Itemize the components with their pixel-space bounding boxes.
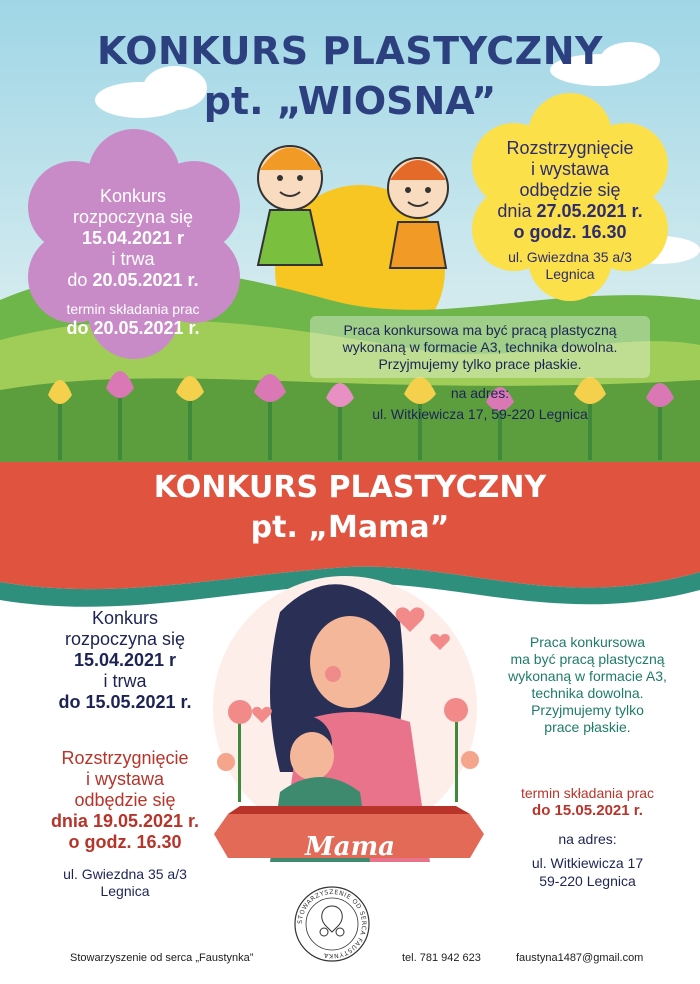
mama-addr-text (480, 830, 695, 890)
mama-result-block (20, 748, 230, 853)
mama-info-line3: wykonaną w formacie A3, (508, 668, 667, 684)
spring-addr-value: ul. Witkiewicza 17, 59-220 Legnica (372, 406, 588, 422)
mama-start-line1: Konkurs (91, 608, 159, 628)
mama-result-time: o godz. 16.30 (68, 832, 182, 852)
spring-info-block (300, 322, 660, 423)
seal-text: STOWARZYSZENIE OD SERCA FAUSTYNKA (296, 888, 368, 960)
mama-start-date: 15.04.2021 r (73, 650, 177, 670)
spring-addr-label: na adres: (450, 385, 510, 401)
mama-subtitle: pt. „Mama” (250, 510, 450, 545)
spring-start-line2: rozpoczyna się (72, 207, 194, 227)
spring-result-day-prefix: dnia (497, 201, 532, 221)
spring-result-line1: Rozstrzygnięcie (506, 138, 634, 158)
spring-deadline-date: do 20.05.2021 r. (66, 318, 200, 338)
spring-venue-line1: ul. Gwiezdna 35 a/3 (508, 249, 632, 265)
mama-result-line2: i wystawa (85, 769, 165, 789)
mama-info-line4: technika dowolna. (531, 685, 644, 701)
spring-result-line3: odbędzie się (519, 180, 621, 200)
footer-email: faustyna1487@gmail.com (516, 952, 644, 964)
footer-phone: tel. 781 942 623 (402, 952, 481, 964)
mama-deadline-block (480, 784, 695, 820)
mama-until: do 15.05.2021 r. (58, 692, 192, 712)
mama-result-line1: Rozstrzygnięcie (61, 748, 189, 768)
mama-title: KONKURS PLASTYCZNY (153, 470, 547, 505)
footer-org: Stowarzyszenie od serca „Faustynka” (70, 952, 254, 964)
mama-deadline-label: termin składania prac (520, 785, 655, 801)
mama-addr-line1: ul. Witkiewicza 17 (531, 855, 644, 871)
spring-result-line2: i wystawa (530, 159, 610, 179)
spring-result-block (460, 138, 680, 283)
spring-dates-block (28, 186, 238, 339)
mama-addr-label: na adres: (558, 831, 617, 847)
spring-until-prefix: do (67, 270, 88, 290)
mama-addr-line2: 59-220 Legnica (539, 873, 636, 889)
mama-result-line3: odbędzie się (74, 790, 176, 810)
spring-venue-line2: Legnica (545, 266, 595, 282)
mama-info-line2: ma być pracą plastyczną (510, 651, 665, 667)
mama-lasts: i trwa (103, 671, 147, 691)
seal-logo (292, 884, 372, 964)
spring-result-date: 27.05.2021 r. (536, 201, 643, 221)
spring-until (28, 270, 238, 291)
spring-start-date: 15.04.2021 r (81, 228, 185, 248)
spring-deadline-label: termin składania prac (66, 301, 200, 317)
spring-result-day (460, 201, 680, 222)
mama-venue-line1: ul. Gwiezdna 35 a/3 (63, 866, 187, 882)
spring-title: KONKURS PLASTYCZNY (96, 29, 604, 73)
spring-info-line1: Praca konkursowa ma być pracą plastyczną (343, 322, 617, 338)
mama-venue-block (20, 866, 230, 900)
mama-info-line1: Praca konkursowa (529, 634, 646, 650)
spring-lasts: i trwa (111, 249, 155, 269)
mama-info-line6: prace płaskie. (544, 719, 631, 735)
spring-subtitle: pt. „WIOSNA” (203, 79, 497, 123)
mama-deadline-date: do 15.05.2021 r. (532, 802, 643, 819)
spring-result-time: o godz. 16.30 (513, 222, 627, 242)
mama-venue-line2: Legnica (100, 883, 150, 899)
spring-start-line1: Konkurs (99, 186, 167, 206)
spring-info-line2: wykonaną w formacie A3, technika dowolna. (342, 339, 618, 355)
spring-until-date: 20.05.2021 r. (92, 270, 199, 290)
ribbon-label: Mama (305, 832, 395, 862)
spring-info-line3: Przyjmujemy tylko prace płaskie. (378, 356, 582, 372)
mama-result-day: dnia 19.05.2021 r. (50, 811, 200, 831)
mama-dates-block (20, 608, 230, 713)
mama-start-line2: rozpoczyna się (64, 629, 186, 649)
mama-info-line5: Przyjmujemy tylko (531, 702, 644, 718)
mama-info-block (480, 634, 695, 736)
